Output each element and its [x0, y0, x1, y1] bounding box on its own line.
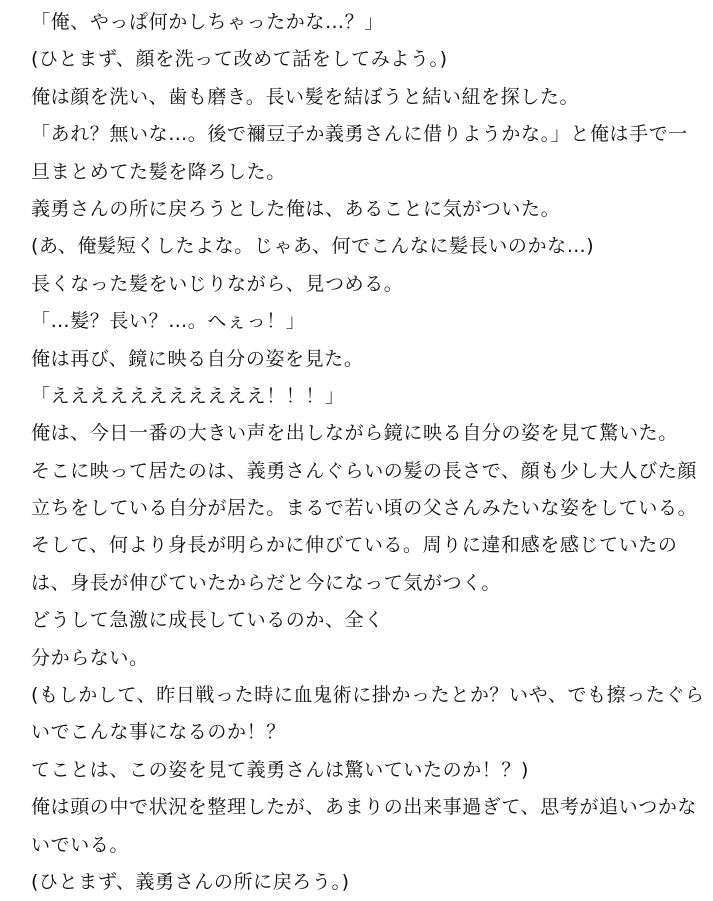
text-line: 旦まとめてた髪を降ろした。 — [31, 160, 286, 183]
text-line: (もしかして、昨日戦った時に血鬼術に掛かったとか？いや、でも擦ったぐら — [31, 684, 705, 707]
text-line: (ひとまず、顔を洗って改めて話をしてみよう。) — [31, 48, 448, 71]
text-line: そして、何より身長が明らかに伸びている。周りに違和感を感じていたの — [31, 534, 678, 557]
text-line: いでいる。 — [31, 833, 130, 856]
text-line: 「えええええええええええ！！！」 — [31, 384, 345, 407]
text-line: 俺は再び、鏡に映る自分の姿を見た。 — [31, 347, 364, 370]
text-line: どうして急激に成長しているのか、全く — [31, 609, 384, 632]
text-line: 俺は頭の中で状況を整理したが、あまりの出来事過ぎて、思考が追いつかな — [31, 796, 698, 819]
text-line: (ひとまず、義勇さんの所に戻ろう。) — [31, 870, 350, 893]
text-line: 長くなった髪をいじりながら、見つめる。 — [31, 272, 404, 295]
text-line: 「あれ？無いな…。後で禰豆子か義勇さんに借りようかな。」と俺は手で一 — [31, 123, 688, 146]
text-line: 俺は、今日一番の大きい声を出しながら鏡に映る自分の姿を見て驚いた。 — [31, 422, 678, 445]
text-line: (あ、俺髪短くしたよな。じゃあ、何でこんなに髪長いのかな…) — [31, 235, 595, 258]
text-line: 俺は顔を洗い、歯も磨き。長い髪を結ぼうと結い紐を探した。 — [31, 85, 580, 108]
text-line: 立ちをしている自分が居た。まるで若い頃の父さんみたいな姿をしている。 — [31, 497, 698, 520]
text-line: は、身長が伸びていたからだと今になって気がつく。 — [31, 571, 502, 594]
text-line: 義勇さんの所に戻ろうとした俺は、あることに気がついた。 — [31, 197, 561, 220]
text-line: そこに映って居たのは、義勇さんぐらいの髪の長さで、顔も少し大人びた顔 — [31, 459, 698, 482]
text-line: てことは、この姿を見て義勇さんは驚いていたのか！？) — [31, 758, 530, 781]
text-line: いでこんな事になるのか！？ — [31, 721, 286, 744]
text-line: 分からない。 — [31, 646, 149, 669]
text-line: 「…髪？長い？…。へぇっ！」 — [31, 310, 306, 333]
text-line: 「俺、やっぱ何かしちゃったかな…？」 — [31, 11, 384, 33]
